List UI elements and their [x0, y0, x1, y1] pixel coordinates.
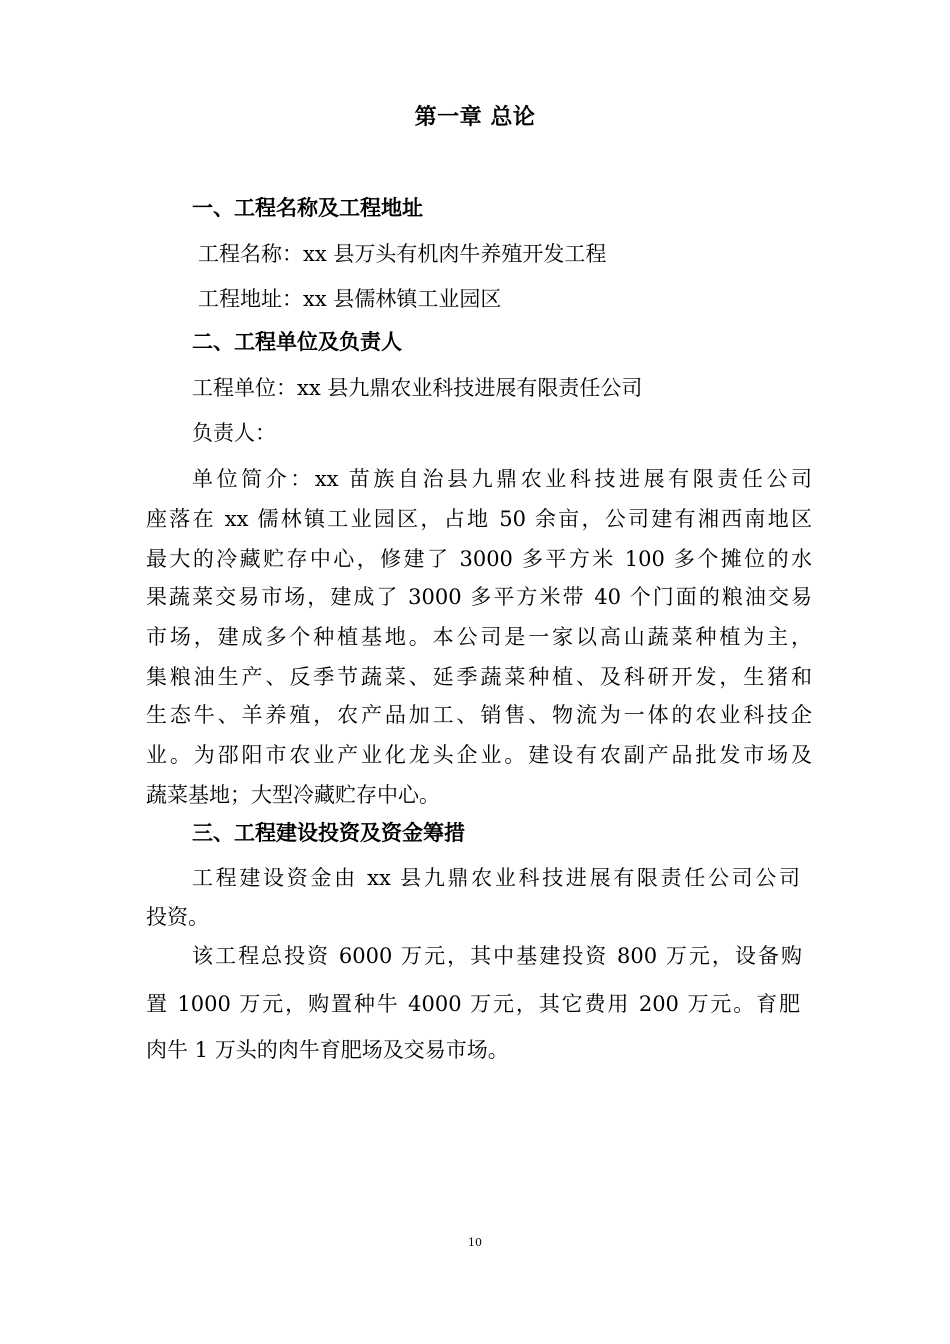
project-unit-line: 工程单位：xx 县九鼎农业科技进展有限责任公司: [192, 376, 643, 400]
intro-paragraph-line: 集粮油生产、反季节蔬菜、延季蔬菜种植、及科研开发，生猪和: [146, 665, 812, 689]
project-name-line: 工程名称：xx 县万头有机肉牛养殖开发工程: [198, 242, 607, 266]
investment-paragraph-line: 肉牛 1 万头的肉牛育肥场及交易市场。: [146, 1038, 509, 1062]
intro-paragraph-line: 生态牛、羊养殖，农产品加工、销售、物流为一体的农业科技企: [146, 703, 812, 727]
page-number: 10: [468, 1236, 482, 1249]
intro-paragraph-line: 业。为邵阳市农业产业化龙头企业。建设有农副产品批发市场及: [146, 743, 812, 767]
intro-paragraph-line: 单位简介：xx 苗族自治县九鼎农业科技进展有限责任公司: [192, 467, 812, 491]
investment-paragraph-line: 置 1000 万元，购置种牛 4000 万元，其它费用 200 万元。育肥: [146, 992, 800, 1016]
responsible-person-line: 负责人：: [192, 421, 276, 445]
investment-paragraph-line: 该工程总投资 6000 万元，其中基建投资 800 万元，设备购: [192, 944, 802, 968]
intro-paragraph-line: 市场，建成多个种植基地。本公司是一家以高山蔬菜种植为主，: [146, 625, 812, 649]
funding-paragraph-line: 工程建设资金由 xx 县九鼎农业科技进展有限责任公司公司: [192, 866, 800, 890]
intro-paragraph-line: 最大的冷藏贮存中心，修建了 3000 多平方米 100 多个摊位的水: [146, 547, 812, 571]
section-heading-project-name-address: 一、工程名称及工程地址: [192, 196, 423, 220]
section-heading-unit-responsible: 二、工程单位及负责人: [192, 330, 402, 354]
funding-paragraph-line: 投资。: [146, 905, 209, 929]
intro-paragraph-line: 果蔬菜交易市场，建成了 3000 多平方米带 40 个门面的粮油交易: [146, 585, 812, 609]
chapter-title: 第一章 总论: [414, 105, 536, 130]
intro-paragraph-line: 蔬菜基地；大型冷藏贮存中心。: [146, 783, 440, 807]
intro-paragraph-line: 座落在 xx 儒林镇工业园区，占地 50 余亩，公司建有湘西南地区: [146, 507, 812, 531]
project-address-line: 工程地址：xx 县儒林镇工业园区: [198, 287, 502, 311]
section-heading-investment-funding: 三、工程建设投资及资金筹措: [192, 821, 465, 845]
